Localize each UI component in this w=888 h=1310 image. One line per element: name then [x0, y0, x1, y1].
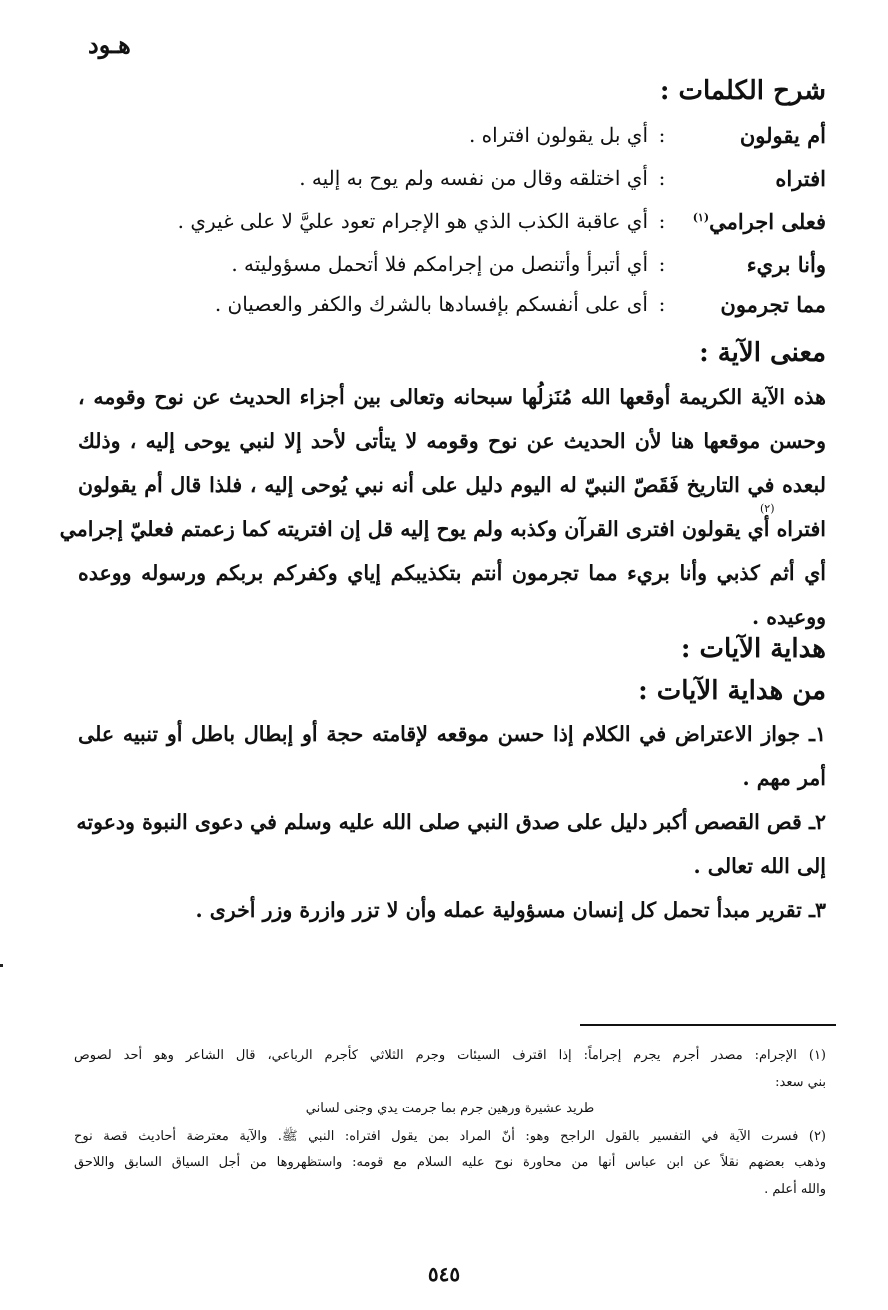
footnote-2-line: وذهب بعضهم نقلاً عن ابن عباس أنها من محاورة نوح عليه السلام مع قومه: واستظهروها من أجل السياق السابق واللاحق	[74, 1155, 826, 1170]
meaning-heading: معنى الآية :	[699, 338, 826, 368]
guidance-line: ٣ـ تقرير مبدأ تحمل كل إنسان مسؤولية عمله وأن لا تزر وازرة وزر أخرى .	[195, 898, 826, 922]
meaning-line: ووعيده .	[752, 605, 826, 629]
glossary-term: افتراه	[775, 165, 826, 191]
guidance-line: ٢ـ قص القصص أكبر دليل على صدق النبي صلى الله عليه وسلم في دعوى النبوة ودعوته	[76, 810, 826, 834]
guidance-line: أمر مهم .	[742, 766, 826, 790]
glossary-definition: أي اختلقه وقال من نفسه ولم يوح به إليه .	[299, 166, 648, 190]
page-number: ٥٤٥	[427, 1262, 461, 1286]
glossary-entry	[76, 115, 826, 155]
meaning-line: أي أثم كذبي وأنا بريء مما تجرمون أنتم بتكذيبكم إياي وكفركم بربكم ورسوله ووعده	[78, 561, 826, 585]
glossary-colon: :	[658, 292, 666, 316]
glossary-colon: :	[658, 252, 666, 276]
guidance-subheading: من هداية الآيات :	[638, 676, 826, 706]
scan-mark	[0, 964, 3, 967]
glossary-entry	[76, 158, 826, 198]
footnote-1-verse: طريد عشيرة ورهين جرم بما جرمت يدي وجنى لساني	[305, 1101, 595, 1116]
glossary-term: أم يقولون	[739, 122, 826, 148]
meaning-line: لبعده في التاريخ فَقَصّ النبيّ له اليوم دليل على أنه نبي يُوحى إليه ، فلذا قال أم يقولون	[78, 473, 826, 497]
footnote-2-line: والله أعلم .	[764, 1182, 826, 1197]
footnote-ref-2: (٢)	[760, 502, 775, 515]
glossary-colon: :	[658, 123, 666, 147]
glossary-term: فعلى اجرامي	[709, 208, 826, 234]
footnote-ref-1: (١)	[692, 210, 710, 224]
footnote-separator	[580, 1024, 836, 1026]
running-header: هـود	[88, 30, 131, 59]
glossary-term: مما تجرمون	[720, 291, 826, 317]
glossary-colon: :	[658, 166, 666, 190]
glossary-definition: أي أتبرأ وأتنصل من إجرامكم فلا أتحمل مسؤوليته .	[231, 252, 648, 276]
footnote-1-line: (١) الإجرام: مصدر أجرم يجرم إجراماً: إذا اقترف السيئات وجرم الثلاثي كأجرم الرباعي، قال الشاعر وهو أحد لصوص	[74, 1048, 826, 1063]
meaning-line: وحسن موقعها هنا لأن الحديث عن نوح وقومه لا يتأتى لأحد إلا لنبي يوحى إليه ، وذلك	[78, 429, 826, 453]
meaning-line: هذه الآية الكريمة أوقعها الله مُنَزلُها سبحانه وتعالى بين أجزاء الحديث عن نوح وقومه ،	[78, 385, 826, 409]
guidance-heading: هداية الآيات :	[680, 634, 826, 664]
glossary-entry	[76, 201, 826, 241]
glossary-colon: :	[658, 209, 666, 233]
glossary-definition: أي عاقبة الكذب الذي هو الإجرام تعود عليَّ لا على غيري .	[177, 209, 648, 233]
footnote-2-line: (٢) فسرت الآية في التفسير بالقول الراجح وهو: أنّ المراد بمن يقول افتراه: النبي ﷺ. والآية معترضة أحاديث قصة نوح	[74, 1129, 826, 1144]
guidance-line: ١ـ جواز الاعتراض في الكلام إذا حسن موقعه لإقامته حجة أو إبطال باطل أو تنبيه على	[78, 722, 826, 746]
glossary-definition: أى على أنفسكم بإفسادها بالشرك والكفر والعصيان .	[214, 292, 648, 316]
glossary-entry	[76, 284, 826, 324]
glossary-term: وأنا بريء	[746, 251, 826, 277]
guidance-line: إلى الله تعالى .	[693, 854, 826, 878]
meaning-line: افتراه أي يقولون افترى القرآن وكذبه ولم يوح إليه قل إن افتريته كما زعمتم فعليّ إجرامي	[59, 517, 826, 541]
glossary-heading: شرح الكلمات :	[659, 76, 826, 106]
footnote-1-line: بني سعد:	[775, 1075, 826, 1090]
glossary-entry	[76, 244, 826, 284]
glossary-term-cell	[676, 209, 826, 234]
glossary-definition: أي بل يقولون افتراه .	[468, 123, 648, 147]
